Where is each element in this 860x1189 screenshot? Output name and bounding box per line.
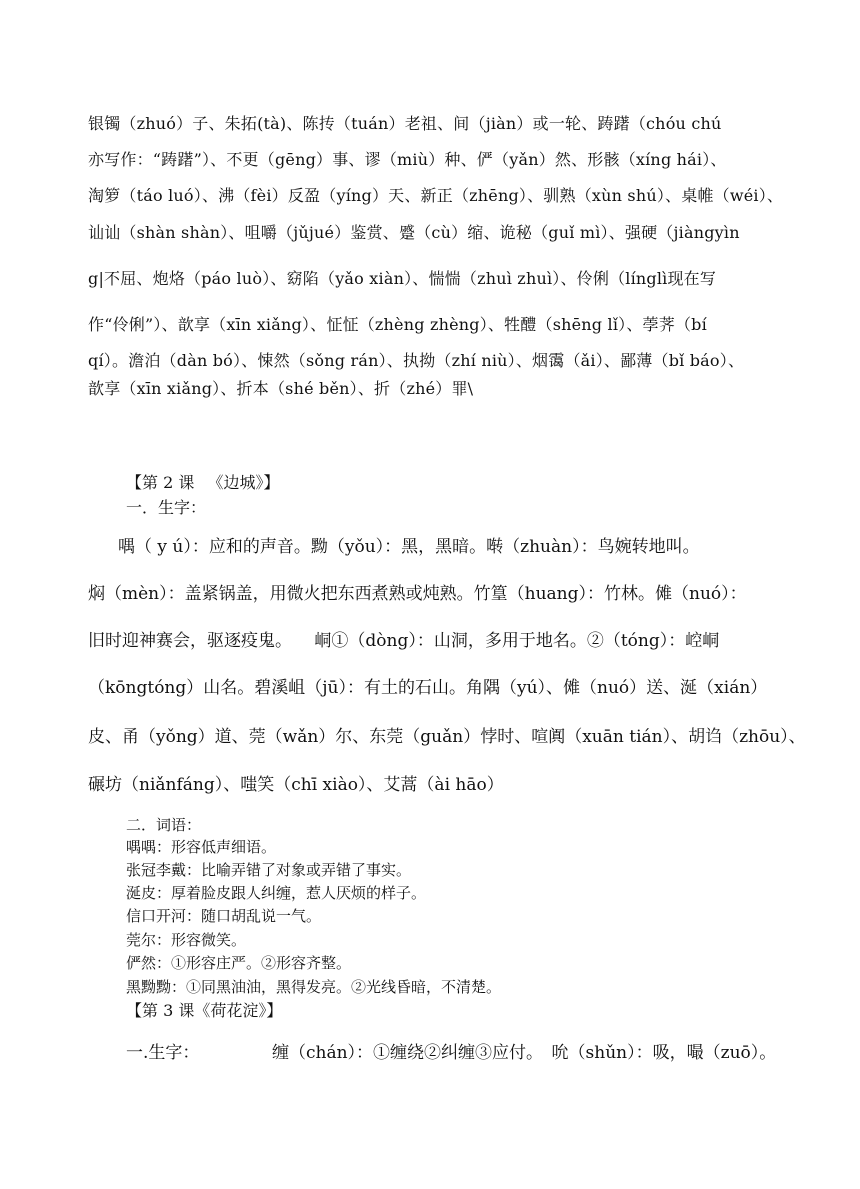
lesson2-heading: 【第 2 课 《边城》】 xyxy=(126,473,280,492)
lesson1-line-4: 讪讪（shàn shàn）、咀嚼（jǔjué）鉴赏、蹙（cù）缩、诡秘（guǐ mì）、强硬（jiàngyìn xyxy=(88,223,740,242)
lesson2-char-line-1: 喁（ y ú）：应和的声音。黝（yǒu）：黑，黑暗。啭（zhuàn）：鸟婉转地叫。 xyxy=(118,537,700,557)
lesson1-line-3: 淘箩（táo luó）、沸（fèi）反盈（yíng）天、新正（zhēng）、驯熟（xùn shú）、桌帷（wéi）、 xyxy=(88,186,784,205)
lesson1-line-7: qí）。澹泊（dàn bó）、悚然（sǒng rán）、执拗（zhí niù）、烟霭（ǎi）、鄙薄（bǐ báo）、 xyxy=(88,351,745,370)
lesson3-char-line-1: 缠（chán）：①缠绕②纠缠③应付。 吮（shǔn）：吸，嘬（zuō）。 xyxy=(272,1043,777,1063)
lesson2-char-line-2: 焖（mèn）：盖紧锅盖，用微火把东西煮熟或炖熟。竹篁（huang）：竹林。傩（nuó）： xyxy=(88,584,747,604)
lesson2-section1-title: 一．生字： xyxy=(126,498,207,517)
lesson1-line-6: 作“伶俐”）、歆享（xīn xiǎng）、怔怔（zhèng zhèng）、牲醴（shēng lǐ）、荸荠（bí xyxy=(88,315,707,334)
lesson1-line-2: 亦写作：“踌躇”）、不更（gēng）事、谬（miù）种、俨（yǎn）然、形骸（xíng hái）、 xyxy=(88,150,727,169)
lesson1-line-5: g|不屈、炮烙（páo luò）、窈陷（yǎo xiàn）、惴惴（zhuì zhuì）、伶俐（línglì现在写 xyxy=(88,269,717,288)
lesson1-line-1: 银镯（zhuó）子、朱拓(tà)、陈抟（tuán）老祖、间（jiàn）或一轮、踌躇（chóu chú xyxy=(88,114,722,133)
lesson2-char-line-3: 旧时迎神赛会，驱逐疫鬼。 峒①（dòng）：山洞，多用于地名。②（tóng）：崆峒 xyxy=(88,631,720,651)
lesson2-char-line-5: 皮、甬（yǒng）道、莞（wǎn）尔、东莞（guǎn）悖时、喧阗（xuān tián）、胡诌（zhōu）、 xyxy=(88,727,806,747)
lesson3-section1-label: 一.生字： xyxy=(126,1043,200,1063)
lesson2-term-7: 黑黝黝：①同黑油油，黑得发亮。②光线昏暗，不清楚。 xyxy=(126,978,502,996)
lesson2-term-6: 俨然：①形容庄严。②形容齐整。 xyxy=(126,954,352,972)
lesson3-heading: 【第 3 课《荷花淀》】 xyxy=(126,1001,283,1020)
lesson2-term-1: 喁喁：形容低声细语。 xyxy=(126,838,277,856)
lesson2-char-line-4: （kōngtóng）山名。碧溪岨（jū）：有土的石山。角隅（yú）、傩（nuó）送、涎（xián） xyxy=(88,678,768,698)
lesson1-line-8: 歆享（xīn xiǎng）、折本（shé běn）、折（zhé）罪\ xyxy=(88,379,474,398)
lesson2-term-3: 涎皮：厚着脸皮跟人纠缠，惹人厌烦的样子。 xyxy=(126,884,427,902)
lesson2-term-4: 信口开河：随口胡乱说一气。 xyxy=(126,907,322,925)
lesson2-section2-title: 二．词语： xyxy=(126,816,202,834)
lesson2-term-2: 张冠李戴：比喻弄错了对象或弄错了事实。 xyxy=(126,861,412,879)
lesson2-term-5: 莞尔：形容微笑。 xyxy=(126,931,247,949)
lesson2-char-line-6: 碾坊（niǎnfáng）、嗤笑（chī xiào）、艾蒿（ài hāo） xyxy=(88,775,504,795)
